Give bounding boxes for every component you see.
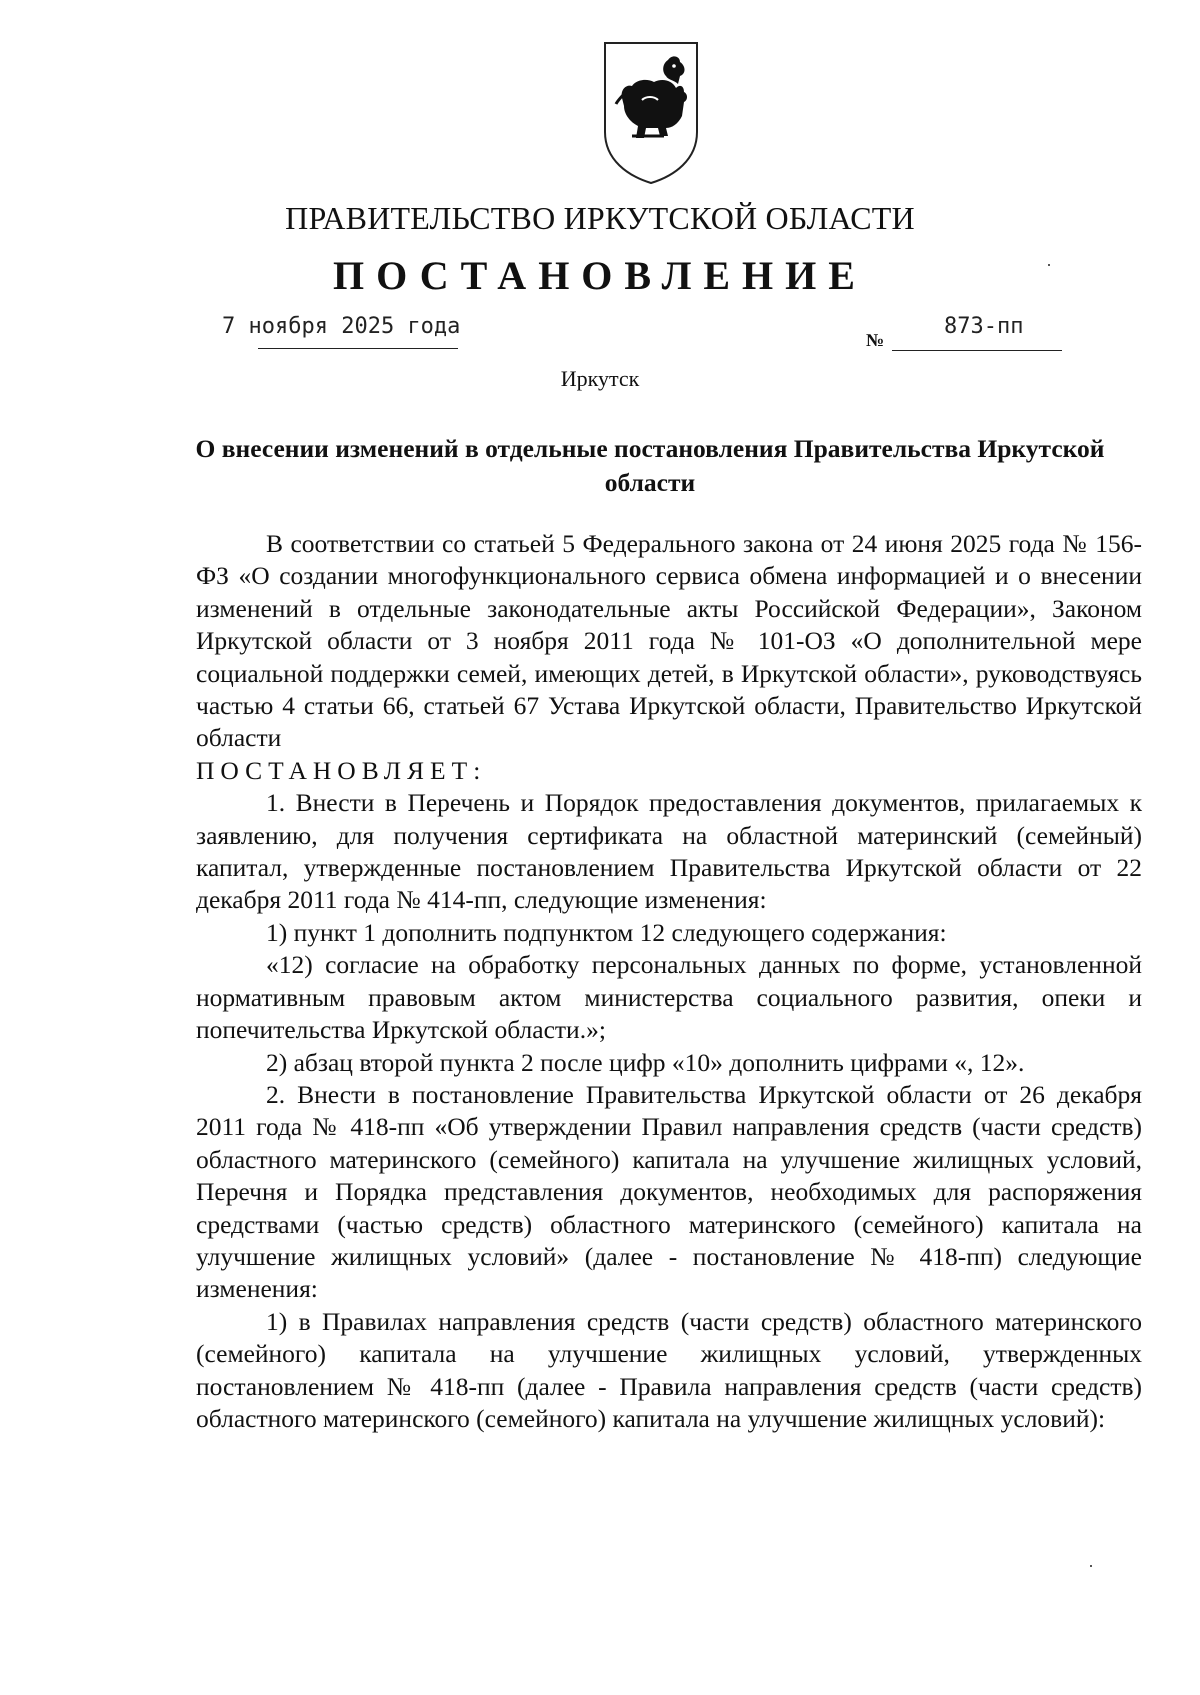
document-subject: О внесении изменений в отдельные постановления Правительства Иркутской области xyxy=(195,434,1105,497)
item-1-subitem-1: 1) пункт 1 дополнить подпунктом 12 следующего содержания: xyxy=(266,917,947,947)
scan-speck xyxy=(1090,1565,1092,1567)
number-sign: № xyxy=(866,330,885,350)
document-type: ПОСТАНОВЛЕНИЕ xyxy=(333,253,867,298)
document-body xyxy=(196,528,1142,1435)
document-date: 7 ноября 2025 года xyxy=(222,314,461,339)
coat-of-arms-icon xyxy=(602,40,700,186)
number-underline xyxy=(892,350,1062,351)
preamble-paragraph: В соответствии со статьей 5 Федерального закона от 24 июня 2025 года № 156-ФЗ «О создании многофункционального сервиса обмена информацией и о внесении изменений в отдельные законодательные акты Российской Федерации», Законом Иркутской области от 3 ноября 2011 года № 101-ОЗ «О дополнительной мере социальной поддержки семей, имеющих детей, в Иркутской области», руководствуясь частью 4 статьи 66, статьей 67 Устава Иркутской области, Правительство Иркутской области xyxy=(196,529,1142,753)
item-1: 1. Внести в Перечень и Порядок предоставления документов, прилагаемых к заявлению, для получения сертификата на областной материнский (семейный) капитал, утвержденные постановлением Правительства Иркутской области от 22 декабря 2011 года № 414-пп, следующие изменения: xyxy=(196,788,1142,915)
date-underline xyxy=(258,348,458,349)
item-2: 2. Внести в постановление Правительства Иркутской области от 26 декабря 2011 года № 418-пп «Об утверждении Правил направления средств (части средств) областного материнского (семейного) капитала на улучшение жилищных условий, Перечня и Порядка представления документов, необходимых для распоряжения средствами (частью средств) областного материнского (семейного) капитала на улучшение жилищных условий» (далее - постановление № 418-пп) следующие изменения: xyxy=(196,1079,1142,1304)
document-number: 873-пп xyxy=(944,314,1024,339)
item-1-subitem-1-text: «12) согласие на обработку персональных данных по форме, установленной нормативным правовым актом министерства социального развития, опеки и попечительства Иркутской области.»; xyxy=(196,950,1142,1045)
item-1-subitem-2: 2) абзац второй пункта 2 после цифр «10» дополнить цифрами «, 12». xyxy=(266,1047,1025,1077)
decree-word: ПОСТАНОВЛЯЕТ: xyxy=(196,755,487,785)
city-name: Иркутск xyxy=(560,366,640,391)
scan-speck xyxy=(1048,264,1050,266)
item-2-subitem-1: 1) в Правилах направления средств (части средств) областного материнского (семейного) капитала на улучшение жилищных условий, утвержденных постановлением № 418-пп (далее - Правила направления средств (части средств) областного материнского (семейного) капитала на улучшение жилищных условий): xyxy=(196,1306,1142,1433)
government-title: ПРАВИТЕЛЬСТВО ИРКУТСКОЙ ОБЛАСТИ xyxy=(285,200,915,236)
